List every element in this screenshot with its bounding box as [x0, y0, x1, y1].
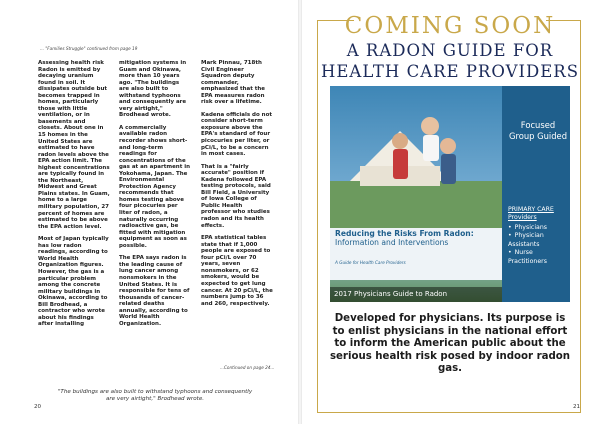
paragraph: Assessing health risk Radon is emitted by decaying uranium found in soil. It dissipates outside but becomes trapped in homes, particularly those with little ventilation, or in basements and closets. About one in 15 homes in the United States are estimated to have radon levels above the EPA action limit. The highest concentrations are typically found in the Northeast, Midwest and Great Plains states. In Guam, home to a large military population, 27 percent of homes are estimated to be above the EPA action level. [38, 60, 110, 230]
paragraph: Mark Pinnau, 718th Civil Engineer Squadron deputy commander, emphasized that the EPA measures radon risk over a lifetime. [201, 60, 266, 106]
coming-soon-heading: COMING SOON [344, 13, 556, 39]
cover-banner-title: Reducing the Risks From Radon: [335, 229, 474, 238]
list-item: • Nurse Practitioners [508, 249, 570, 266]
paragraph: Most of Japan typically has low radon readings, according to World Health Organization figures. However, the gas is a particular problem among the concrete military buildings in Okinawa, according to Bill Brodhead, a contractor who wrote about his findings after installing [38, 236, 109, 328]
pull-quote: "The buildings are also built to withstand typhoons and consequently are very airtight," Brodhead wrote. [57, 389, 253, 402]
paragraph: The EPA says radon is the leading cause of lung cancer among nonsmokers in the United States. It is responsible for tens of thousands of cancer-related deaths annually, according to World Health Organization. [119, 255, 190, 327]
paragraph: A commercially available radon recorder shows short- and long-term readings for concentrations of the gas at an apartment in Yokohama, Japan. The Environmental Protection Agency recommends that homes testing above four picocuries per liter of radon, a naturally occurring radioactive gas, be fitted with mitigation equipment as soon as possible. [119, 124, 191, 249]
guide-description: Developed for physicians. Its purpose is to enlist physicians in the national effort to inform the American public about the serious health risk posed by indoor radon gas. [329, 313, 571, 375]
article-column-2 [119, 60, 191, 333]
guide-cover-image [330, 86, 570, 302]
family-photo-illustration [330, 86, 502, 228]
guide-title-line-1: A RADON GUIDE FOR [346, 41, 554, 60]
page-number: 21 [573, 404, 580, 410]
cover-banner-subtitle: Information and Interventions [335, 238, 449, 247]
continued-on-note: ...Continued on page 24... [220, 365, 275, 370]
cover-caption: 2017 Physicians Guide to Radon [334, 290, 448, 298]
cover-side-panel [502, 86, 570, 302]
list-item: • Physician Assistants [508, 232, 570, 249]
page-number: 20 [34, 404, 41, 410]
list-item: • Physicians [508, 224, 570, 232]
continued-from-note: ... "Families Struggle" continued from page 19 [40, 46, 138, 51]
paragraph: mitigation systems in Guam and Okinawa, more than 10 years ago. "The buildings are also built to withstand typhoons and consequently are very airtight," Brodhead wrote. [119, 60, 187, 119]
cover-banner-tagline: A Guide for Health Care Providers [335, 260, 406, 265]
paragraph: EPA statistical tables state that if 1,000 people are exposed to four pCi/L over 70 years, seven nonsmokers, or 62 smokers, would be expected to get lung cancer. At 20 pCi/L, the numbers jump to 36 and 260, respectively. [201, 235, 273, 307]
guide-title-line-2: HEALTH CARE PROVIDERS [320, 62, 580, 81]
cover-side-title: Focused Group Guided [508, 120, 568, 141]
primary-care-label: PRIMARY CARE Providers [508, 206, 554, 221]
paragraph: That is a "fairly accurate" position if Kadena followed EPA testing protocols, said Bill Field, a University of Iowa College of Public Health professor who studies radon and its health effects. [201, 163, 271, 229]
right-page [300, 0, 600, 424]
article-column-1 [38, 60, 110, 334]
article-column-3 [201, 60, 273, 313]
provider-list [508, 224, 570, 266]
paragraph: Kadena officials do not consider short-term exposure above the EPA's standard of four picocuries per liter, or pCi/L, to be a concern in most cases. [201, 111, 272, 158]
cover-caption-bar [330, 287, 502, 302]
